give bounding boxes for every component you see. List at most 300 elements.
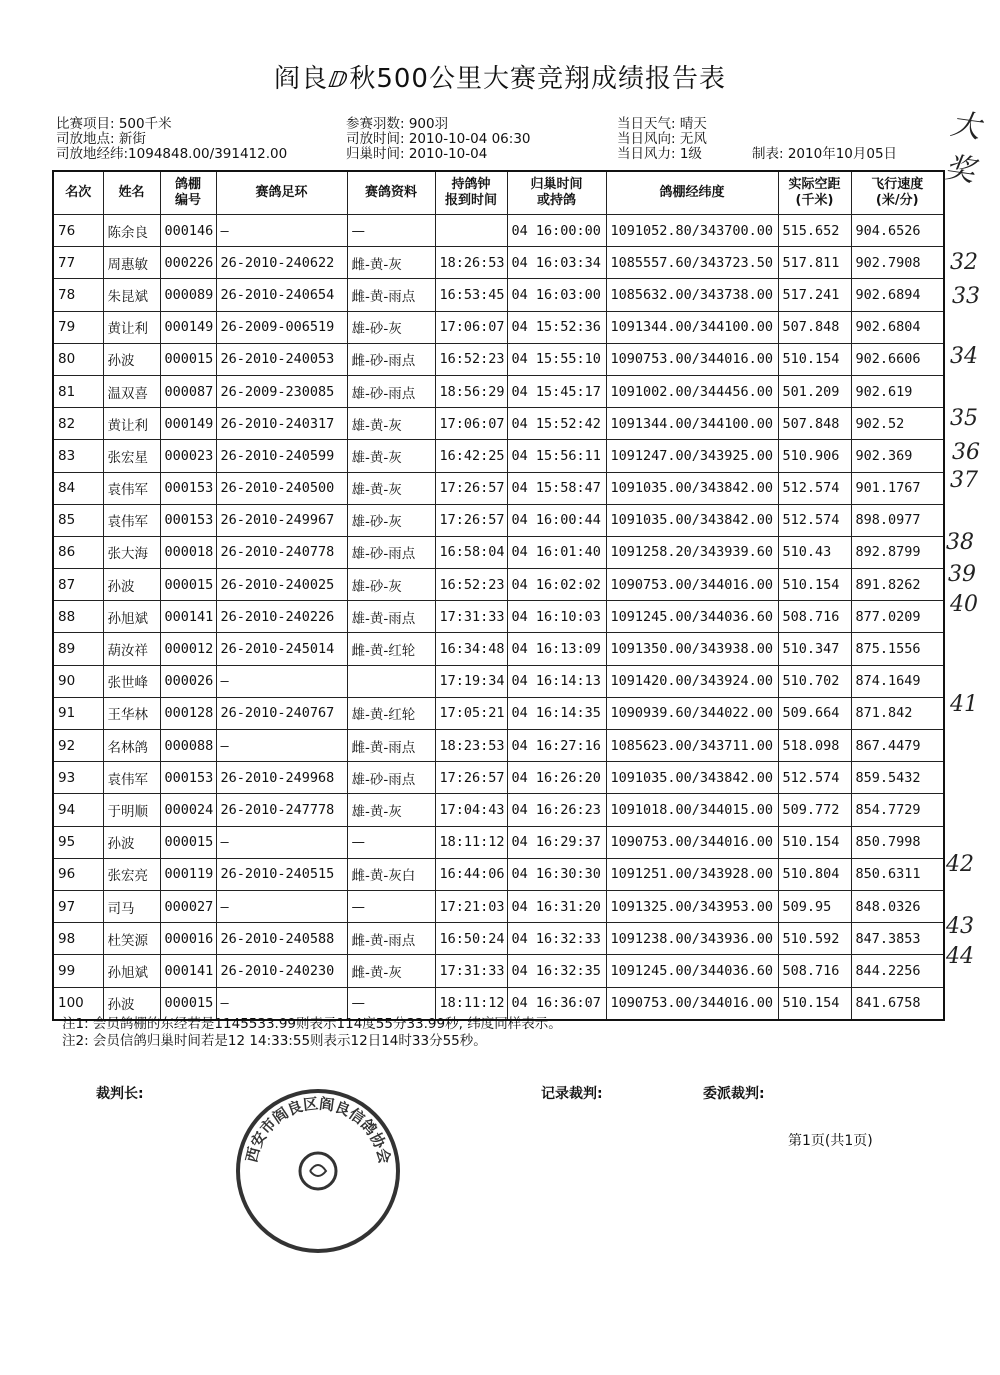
table-cell: 510.154 bbox=[778, 569, 851, 601]
table-row bbox=[53, 633, 944, 665]
table-cell: 871.842 bbox=[851, 697, 944, 729]
table-row bbox=[53, 311, 944, 343]
table-cell: 雄-砂-雨点 bbox=[347, 762, 435, 794]
table-cell: 雌-黄-灰白 bbox=[347, 858, 435, 890]
table-row bbox=[53, 215, 944, 247]
table-cell: 雄-砂-灰 bbox=[347, 569, 435, 601]
table-cell: 04 16:03:00 bbox=[507, 279, 606, 311]
table-cell: — bbox=[216, 215, 347, 247]
table-cell: 510.804 bbox=[778, 858, 851, 890]
table-cell: 1090939.60/344022.00 bbox=[606, 697, 778, 729]
table-cell: 26-2010-240654 bbox=[216, 279, 347, 311]
table-cell: 510.154 bbox=[778, 343, 851, 375]
table-cell: 04 16:29:37 bbox=[507, 826, 606, 858]
column-header: 实际空距 (千米) bbox=[778, 171, 851, 215]
table-cell: 18:26:53 bbox=[435, 247, 507, 279]
table-cell: 90 bbox=[53, 665, 103, 697]
table-cell: 000015 bbox=[160, 343, 216, 375]
table-row bbox=[53, 665, 944, 697]
table-cell: 16:42:25 bbox=[435, 440, 507, 472]
table-cell: 26-2009-230085 bbox=[216, 375, 347, 407]
column-header: 持鸽钟 报到时间 bbox=[435, 171, 507, 215]
table-cell: 1090753.00/344016.00 bbox=[606, 826, 778, 858]
table-cell: 1091344.00/344100.00 bbox=[606, 311, 778, 343]
table-cell: 17:06:07 bbox=[435, 408, 507, 440]
table-cell: 1091035.00/343842.00 bbox=[606, 472, 778, 504]
info-item: 当日天气: 晴天 bbox=[617, 116, 707, 132]
table-cell: 100 bbox=[53, 987, 103, 1020]
table-cell: 26-2010-240599 bbox=[216, 440, 347, 472]
table-cell: 517.811 bbox=[778, 247, 851, 279]
table-cell: 98 bbox=[53, 923, 103, 955]
table-cell: 王华林 bbox=[103, 697, 160, 729]
table-cell: 17:31:33 bbox=[435, 601, 507, 633]
table-cell: 04 16:02:02 bbox=[507, 569, 606, 601]
table-cell: 000153 bbox=[160, 762, 216, 794]
table-cell: 1091251.00/343928.00 bbox=[606, 858, 778, 890]
table-cell: 509.772 bbox=[778, 794, 851, 826]
table-cell: 张宏亮 bbox=[103, 858, 160, 890]
table-cell: 510.906 bbox=[778, 440, 851, 472]
table-cell: 于明顺 bbox=[103, 794, 160, 826]
info-item: 当日风向: 无风 bbox=[617, 131, 707, 147]
table-cell: 508.716 bbox=[778, 955, 851, 987]
table-cell: 张宏星 bbox=[103, 440, 160, 472]
table-cell: 孙波 bbox=[103, 826, 160, 858]
table-cell: 902.6804 bbox=[851, 311, 944, 343]
table-cell: 000012 bbox=[160, 633, 216, 665]
handwritten-corner-note: 大奖 bbox=[942, 106, 983, 190]
table-row bbox=[53, 890, 944, 922]
table-cell: 1091238.00/343936.00 bbox=[606, 923, 778, 955]
table-cell bbox=[347, 665, 435, 697]
table-row bbox=[53, 569, 944, 601]
table-row bbox=[53, 536, 944, 568]
table-cell: 859.5432 bbox=[851, 762, 944, 794]
table-cell: 张世峰 bbox=[103, 665, 160, 697]
table-cell: 26-2010-240767 bbox=[216, 697, 347, 729]
table-cell: 16:34:48 bbox=[435, 633, 507, 665]
table-cell: 510.592 bbox=[778, 923, 851, 955]
table-row bbox=[53, 375, 944, 407]
table-cell: 黄让利 bbox=[103, 311, 160, 343]
table-cell: 95 bbox=[53, 826, 103, 858]
table-cell: 1091052.80/343700.00 bbox=[606, 215, 778, 247]
page-title bbox=[0, 58, 1000, 95]
title-suffix: 秋500公里大赛竞翔成绩报告表 bbox=[349, 64, 726, 94]
table-cell: 雌-黄-雨点 bbox=[347, 923, 435, 955]
table-cell: 874.1649 bbox=[851, 665, 944, 697]
table-cell: 1090753.00/344016.00 bbox=[606, 987, 778, 1020]
table-cell: 891.8262 bbox=[851, 569, 944, 601]
table-cell: — bbox=[347, 890, 435, 922]
table-cell: 04 15:45:17 bbox=[507, 375, 606, 407]
handwritten-mark: 41 bbox=[950, 692, 978, 717]
handwritten-mark: 43 bbox=[946, 914, 974, 939]
table-cell: 517.241 bbox=[778, 279, 851, 311]
info-item: 司放时间: 2010-10-04 06:30 bbox=[346, 131, 531, 147]
table-cell: 000016 bbox=[160, 923, 216, 955]
table-row bbox=[53, 794, 944, 826]
table-cell: 000146 bbox=[160, 215, 216, 247]
table-cell: — bbox=[216, 730, 347, 762]
table-cell: 902.369 bbox=[851, 440, 944, 472]
handwritten-mark: 34 bbox=[950, 344, 978, 369]
table-cell: 陈余良 bbox=[103, 215, 160, 247]
table-cell: 04 16:13:09 bbox=[507, 633, 606, 665]
table-cell: 1091035.00/343842.00 bbox=[606, 762, 778, 794]
table-cell: 877.0209 bbox=[851, 601, 944, 633]
table-cell: 周惠敏 bbox=[103, 247, 160, 279]
table-cell: 04 16:01:40 bbox=[507, 536, 606, 568]
table-cell: 77 bbox=[53, 247, 103, 279]
table-cell: 04 16:36:07 bbox=[507, 987, 606, 1020]
table-cell: 袁伟军 bbox=[103, 762, 160, 794]
table-cell: 88 bbox=[53, 601, 103, 633]
table-cell: — bbox=[216, 665, 347, 697]
table-cell: 501.209 bbox=[778, 375, 851, 407]
table-row bbox=[53, 247, 944, 279]
table-cell: 26-2010-240588 bbox=[216, 923, 347, 955]
table-cell: 92 bbox=[53, 730, 103, 762]
table-cell: 96 bbox=[53, 858, 103, 890]
column-header: 归巢时间 或持鸽 bbox=[507, 171, 606, 215]
note-2: 注2: 会员信鸽归巢时间若是12 14:33:55则表示12日14时33分55秒。 bbox=[62, 1033, 487, 1049]
table-cell: 000026 bbox=[160, 665, 216, 697]
table-cell: 04 16:10:03 bbox=[507, 601, 606, 633]
table-cell: 512.574 bbox=[778, 504, 851, 536]
table-cell: — bbox=[216, 826, 347, 858]
table-body bbox=[53, 215, 944, 1020]
table-cell: 孙波 bbox=[103, 987, 160, 1020]
handwritten-mark: 32 bbox=[950, 250, 978, 275]
table-cell: 雄-黄-雨点 bbox=[347, 601, 435, 633]
column-header: 姓名 bbox=[103, 171, 160, 215]
table-cell: — bbox=[347, 987, 435, 1020]
table-cell: 雌-黄-灰 bbox=[347, 955, 435, 987]
table-cell: 17:19:34 bbox=[435, 665, 507, 697]
table-cell: 507.848 bbox=[778, 408, 851, 440]
table-cell: 854.7729 bbox=[851, 794, 944, 826]
table-row bbox=[53, 601, 944, 633]
table-cell: 1091245.00/344036.60 bbox=[606, 955, 778, 987]
table-cell: 1091325.00/343953.00 bbox=[606, 890, 778, 922]
column-header: 赛鸽资料 bbox=[347, 171, 435, 215]
table-row bbox=[53, 955, 944, 987]
table-cell: 000149 bbox=[160, 408, 216, 440]
table-cell: 512.574 bbox=[778, 762, 851, 794]
table-cell: 17:06:07 bbox=[435, 311, 507, 343]
table-cell: 000024 bbox=[160, 794, 216, 826]
table-cell: 17:05:21 bbox=[435, 697, 507, 729]
table-cell: 510.154 bbox=[778, 826, 851, 858]
table-cell: 16:50:24 bbox=[435, 923, 507, 955]
info-column-1 bbox=[56, 117, 287, 162]
table-cell: 93 bbox=[53, 762, 103, 794]
table-cell: 94 bbox=[53, 794, 103, 826]
table-cell: 温双喜 bbox=[103, 375, 160, 407]
table-cell: 901.1767 bbox=[851, 472, 944, 504]
table-cell: 朱昆斌 bbox=[103, 279, 160, 311]
note-1: 注1: 会员鸽棚的东经若是1145533.99则表示114度55分33.99秒, 纬度同样表示。 bbox=[62, 1016, 562, 1032]
handwritten-mark: 39 bbox=[948, 562, 976, 587]
table-cell: 名林鸽 bbox=[103, 730, 160, 762]
table-cell: 26-2010-240317 bbox=[216, 408, 347, 440]
info-item: 参赛羽数: 900羽 bbox=[346, 116, 449, 132]
handwritten-mark: 40 bbox=[950, 592, 978, 617]
table-cell: 04 15:52:42 bbox=[507, 408, 606, 440]
table-cell: 雌-砂-雨点 bbox=[347, 343, 435, 375]
info-item: 归巢时间: 2010-10-04 bbox=[346, 146, 488, 162]
table-cell: 04 16:26:23 bbox=[507, 794, 606, 826]
table-cell: 510.347 bbox=[778, 633, 851, 665]
table-cell: 000153 bbox=[160, 504, 216, 536]
table-cell: 雄-砂-灰 bbox=[347, 504, 435, 536]
table-cell: 99 bbox=[53, 955, 103, 987]
table-cell: 04 16:27:16 bbox=[507, 730, 606, 762]
table-cell: 04 16:26:20 bbox=[507, 762, 606, 794]
results-table bbox=[52, 170, 945, 1021]
table-cell: 902.52 bbox=[851, 408, 944, 440]
info-column-2 bbox=[346, 117, 531, 162]
table-cell: 509.95 bbox=[778, 890, 851, 922]
table-cell: 26-2010-245014 bbox=[216, 633, 347, 665]
table-cell: 18:11:12 bbox=[435, 826, 507, 858]
table-cell: — bbox=[216, 890, 347, 922]
table-cell: 1091258.20/343939.60 bbox=[606, 536, 778, 568]
table-cell: 515.652 bbox=[778, 215, 851, 247]
table-row bbox=[53, 987, 944, 1020]
table-cell: 孙波 bbox=[103, 569, 160, 601]
table-cell: 雌-黄-雨点 bbox=[347, 730, 435, 762]
table-cell: 雌-黄-雨点 bbox=[347, 279, 435, 311]
table-cell: 1091344.00/344100.00 bbox=[606, 408, 778, 440]
table-cell: 26-2010-240226 bbox=[216, 601, 347, 633]
title-prefix: 阎良 bbox=[274, 64, 329, 94]
table-cell: 000015 bbox=[160, 569, 216, 601]
table-cell: 000149 bbox=[160, 311, 216, 343]
table-row bbox=[53, 279, 944, 311]
table-header-row bbox=[53, 171, 944, 215]
table-cell: 袁伟军 bbox=[103, 472, 160, 504]
handwritten-mark: 44 bbox=[946, 944, 974, 969]
table-cell: 04 16:30:30 bbox=[507, 858, 606, 890]
column-header: 飞行速度 (米/分) bbox=[851, 171, 944, 215]
table-cell: 000141 bbox=[160, 601, 216, 633]
notes bbox=[62, 1016, 562, 1050]
table-cell: 孙波 bbox=[103, 343, 160, 375]
table-cell: 518.098 bbox=[778, 730, 851, 762]
table-cell: 18:23:53 bbox=[435, 730, 507, 762]
table-cell: 04 16:32:33 bbox=[507, 923, 606, 955]
table-cell: 雄-黄-红轮 bbox=[347, 697, 435, 729]
table-cell: 04 15:55:10 bbox=[507, 343, 606, 375]
table-cell: 97 bbox=[53, 890, 103, 922]
table-row bbox=[53, 504, 944, 536]
table-cell: 892.8799 bbox=[851, 536, 944, 568]
table-cell: 000153 bbox=[160, 472, 216, 504]
table-row bbox=[53, 343, 944, 375]
chief-referee-label: 裁判长: bbox=[96, 1086, 144, 1102]
table-cell: 雄-砂-雨点 bbox=[347, 375, 435, 407]
page-number: 第1页(共1页) bbox=[788, 1133, 873, 1149]
table-cell: 507.848 bbox=[778, 311, 851, 343]
table-row bbox=[53, 923, 944, 955]
table-cell: 雌-黄-红轮 bbox=[347, 633, 435, 665]
table-cell: 902.6894 bbox=[851, 279, 944, 311]
table-cell: 904.6526 bbox=[851, 215, 944, 247]
table-cell: 848.0326 bbox=[851, 890, 944, 922]
table-row bbox=[53, 440, 944, 472]
table-cell: 902.619 bbox=[851, 375, 944, 407]
table-cell: 雌-黄-灰 bbox=[347, 247, 435, 279]
table-cell: 17:26:57 bbox=[435, 762, 507, 794]
table-row bbox=[53, 730, 944, 762]
table-row bbox=[53, 858, 944, 890]
table-cell: 000018 bbox=[160, 536, 216, 568]
table-cell: 雄-黄-灰 bbox=[347, 440, 435, 472]
table-cell: 17:26:57 bbox=[435, 472, 507, 504]
table-cell: 000141 bbox=[160, 955, 216, 987]
table-cell: 82 bbox=[53, 408, 103, 440]
table-cell: 孙旭斌 bbox=[103, 955, 160, 987]
table-cell: 16:58:04 bbox=[435, 536, 507, 568]
table-cell: 1085557.60/343723.50 bbox=[606, 247, 778, 279]
table-cell: 850.7998 bbox=[851, 826, 944, 858]
table-cell: 04 16:00:44 bbox=[507, 504, 606, 536]
table-cell: 510.154 bbox=[778, 987, 851, 1020]
table-cell: 1091002.00/344456.00 bbox=[606, 375, 778, 407]
table-cell: 17:31:33 bbox=[435, 955, 507, 987]
table-cell: 844.2256 bbox=[851, 955, 944, 987]
table-cell: 04 16:14:35 bbox=[507, 697, 606, 729]
table-cell: 16:53:45 bbox=[435, 279, 507, 311]
table-cell: 26-2010-240622 bbox=[216, 247, 347, 279]
table-cell: 04 16:32:35 bbox=[507, 955, 606, 987]
table-cell: 杜笑源 bbox=[103, 923, 160, 955]
table-cell: 1091247.00/343925.00 bbox=[606, 440, 778, 472]
table-cell: 葫汝祥 bbox=[103, 633, 160, 665]
table-cell: 000087 bbox=[160, 375, 216, 407]
table-cell: 04 16:03:34 bbox=[507, 247, 606, 279]
handwritten-mark: 35 bbox=[950, 406, 978, 431]
table-cell: 847.3853 bbox=[851, 923, 944, 955]
table-cell: 04 15:58:47 bbox=[507, 472, 606, 504]
table-cell: 000015 bbox=[160, 987, 216, 1020]
table-cell: 000023 bbox=[160, 440, 216, 472]
table-cell: 78 bbox=[53, 279, 103, 311]
table-cell: 1090753.00/344016.00 bbox=[606, 343, 778, 375]
table-cell: 902.6606 bbox=[851, 343, 944, 375]
dispatched-referee-label: 委派裁判: bbox=[703, 1086, 765, 1102]
table-cell: 17:21:03 bbox=[435, 890, 507, 922]
table-cell: 1091350.00/343938.00 bbox=[606, 633, 778, 665]
table-cell: 26-2010-240230 bbox=[216, 955, 347, 987]
table-cell: 87 bbox=[53, 569, 103, 601]
table-cell: 510.43 bbox=[778, 536, 851, 568]
recorder-label: 记录裁判: bbox=[541, 1086, 603, 1102]
table-cell: 04 16:31:20 bbox=[507, 890, 606, 922]
table-cell: 79 bbox=[53, 311, 103, 343]
table-cell: 875.1556 bbox=[851, 633, 944, 665]
table-row bbox=[53, 826, 944, 858]
table-cell: 000089 bbox=[160, 279, 216, 311]
title-logo-mark: ⅅ bbox=[326, 68, 351, 93]
info-item: 司放地经纬:1094848.00/391412.00 bbox=[56, 146, 288, 162]
table-cell: 1091018.00/344015.00 bbox=[606, 794, 778, 826]
table-cell: 000027 bbox=[160, 890, 216, 922]
table-cell: — bbox=[216, 987, 347, 1020]
table-cell: 18:11:12 bbox=[435, 987, 507, 1020]
column-header: 名次 bbox=[53, 171, 103, 215]
table-cell: 867.4479 bbox=[851, 730, 944, 762]
table-cell: 81 bbox=[53, 375, 103, 407]
table-cell: 1091420.00/343924.00 bbox=[606, 665, 778, 697]
table-cell: 84 bbox=[53, 472, 103, 504]
table-cell: — bbox=[347, 826, 435, 858]
info-item: 比赛项目: 500千米 bbox=[56, 116, 172, 132]
table-cell: 26-2010-249967 bbox=[216, 504, 347, 536]
table-cell: 91 bbox=[53, 697, 103, 729]
table-cell: 张大海 bbox=[103, 536, 160, 568]
table-cell: 17:04:43 bbox=[435, 794, 507, 826]
table-cell: 80 bbox=[53, 343, 103, 375]
table-cell: 17:26:57 bbox=[435, 504, 507, 536]
table-row bbox=[53, 697, 944, 729]
table-cell: 04 15:56:11 bbox=[507, 440, 606, 472]
table-cell: 26-2010-240025 bbox=[216, 569, 347, 601]
table-cell: 000119 bbox=[160, 858, 216, 890]
table-row bbox=[53, 472, 944, 504]
table-cell: — bbox=[347, 215, 435, 247]
table-cell: 26-2010-240053 bbox=[216, 343, 347, 375]
table-cell: 黄让利 bbox=[103, 408, 160, 440]
table-cell: 孙旭斌 bbox=[103, 601, 160, 633]
table-cell: 16:52:23 bbox=[435, 343, 507, 375]
table-cell: 18:56:29 bbox=[435, 375, 507, 407]
info-item: 当日风力: 1级 bbox=[617, 146, 702, 162]
table-cell: 雄-砂-灰 bbox=[347, 311, 435, 343]
table-cell: 510.702 bbox=[778, 665, 851, 697]
table-cell: 1085623.00/343711.00 bbox=[606, 730, 778, 762]
table-cell: 76 bbox=[53, 215, 103, 247]
table-cell: 85 bbox=[53, 504, 103, 536]
table-cell: 司马 bbox=[103, 890, 160, 922]
table-cell: 512.574 bbox=[778, 472, 851, 504]
table-cell: 508.716 bbox=[778, 601, 851, 633]
table-cell: 1085632.00/343738.00 bbox=[606, 279, 778, 311]
table-cell: 26-2009-006519 bbox=[216, 311, 347, 343]
column-header: 鸽棚经纬度 bbox=[606, 171, 778, 215]
table-cell: 雄-黄-灰 bbox=[347, 472, 435, 504]
table-cell: 1091245.00/344036.60 bbox=[606, 601, 778, 633]
table-row bbox=[53, 762, 944, 794]
table-cell: 26-2010-249968 bbox=[216, 762, 347, 794]
column-header: 赛鸽足环 bbox=[216, 171, 347, 215]
handwritten-mark: 33 bbox=[952, 284, 980, 309]
table-cell: 841.6758 bbox=[851, 987, 944, 1020]
table-cell: 26-2010-247778 bbox=[216, 794, 347, 826]
table-cell: 04 16:14:13 bbox=[507, 665, 606, 697]
table-cell: 1091035.00/343842.00 bbox=[606, 504, 778, 536]
handwritten-mark: 42 bbox=[946, 852, 974, 877]
handwritten-mark: 37 bbox=[950, 468, 978, 493]
table-cell: 000015 bbox=[160, 826, 216, 858]
table-cell: 雄-黄-灰 bbox=[347, 408, 435, 440]
table-cell: 850.6311 bbox=[851, 858, 944, 890]
table-cell: 雄-黄-灰 bbox=[347, 794, 435, 826]
handwritten-mark: 38 bbox=[946, 530, 974, 555]
